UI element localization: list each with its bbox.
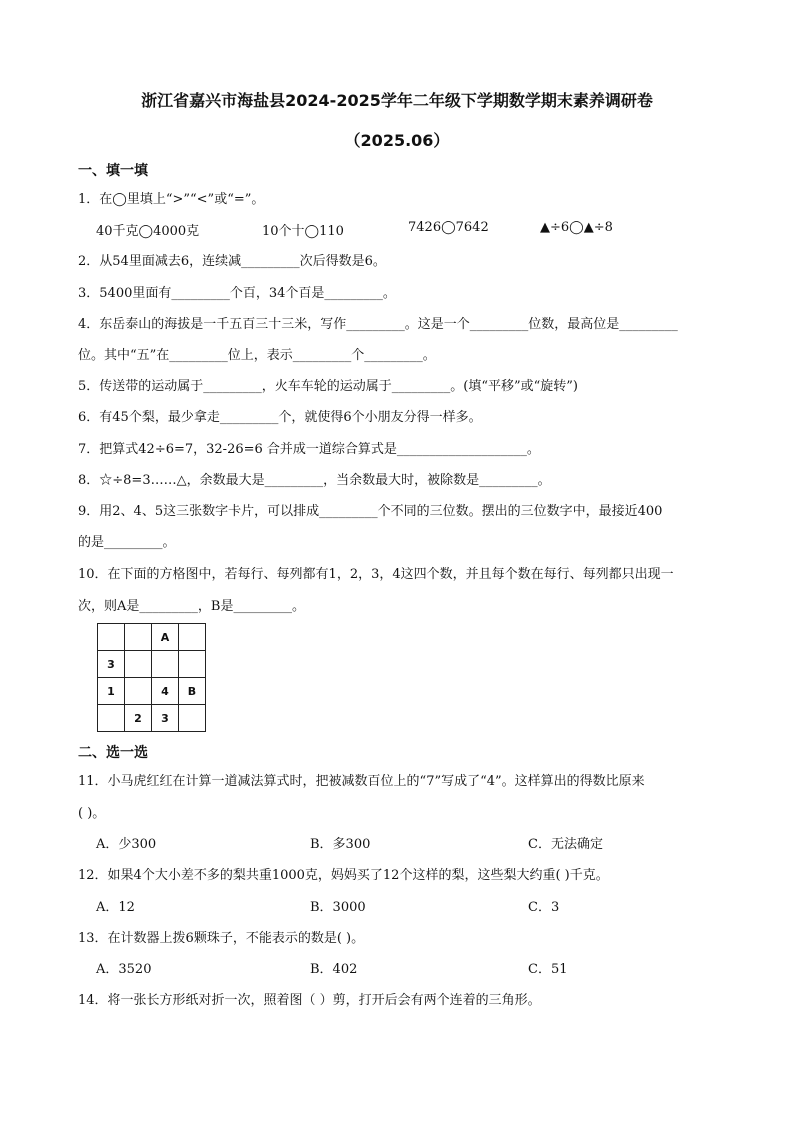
q11-option-c: C．无法确定 (528, 837, 603, 852)
number-grid (97, 623, 206, 732)
page-title: 浙江省嘉兴市海盐县2024-2025学年二年级下学期数学期末素养调研卷 (141, 91, 653, 110)
grid-cell (152, 651, 179, 678)
question-9-line-2: 的是_________。 (78, 535, 176, 550)
grid-cell: 2 (125, 705, 152, 732)
q13-option-a: A．3520 (96, 962, 152, 977)
question-9-line-1: 9．用2、4、5这三张数字卡片，可以排成_________个不同的三位数。摆出的三位数字中，最接近400 (78, 504, 663, 519)
question-6: 6．有45个梨，最少拿走_________个，就使得6个小朋友分得一样多。 (78, 410, 482, 425)
question-7: 7．把算式42÷6=7，32-26=6 合并成一道综合算式是____________________。 (78, 442, 540, 457)
question-8: 8．☆÷8=3……△，余数最大是_________，当余数最大时，被除数是_________。 (78, 473, 551, 488)
q13-option-b: B．402 (310, 962, 358, 977)
section-multiple-choice: 二、选一选 (78, 745, 148, 761)
question-11-line-1: 11．小马虎红红在计算一道减法算式时，把被减数百位上的“7”写成了“4”。这样算出的得数比原来 (78, 774, 645, 789)
grid-cell: 1 (98, 678, 125, 705)
q11-option-a: A．少300 (96, 837, 157, 852)
question-4-line-1: 4．东岳泰山的海拔是一千五百三十三米，写作_________。这是一个_________位数，最高位是_________ (78, 317, 678, 332)
question-13: 13．在计数器上拨6颗珠子，不能表示的数是( )。 (78, 931, 365, 946)
grid-cell (179, 651, 206, 678)
q13-option-c: C．51 (528, 962, 568, 977)
grid-cell (98, 705, 125, 732)
q12-option-b: B．3000 (310, 900, 366, 915)
question-2: 2．从54里面减去6，连续减_________次后得数是6。 (78, 254, 386, 269)
grid-cell (98, 624, 125, 651)
question-5: 5．传送带的运动属于_________，火车车轮的运动属于_________。(填“平移”或“旋转”) (78, 379, 578, 394)
grid-row (98, 624, 206, 651)
grid-cell: A (152, 624, 179, 651)
q11-option-b: B．多300 (310, 837, 371, 852)
question-10-line-1: 10．在下面的方格图中，若每行、每列都有1，2，3，4这四个数，并且每个数在每行、每列都只出现一 (78, 567, 674, 582)
grid-cell (125, 624, 152, 651)
q1-item-4: ▲÷6◯▲÷8 (540, 220, 613, 235)
question-11-line-2: ( )。 (78, 806, 106, 821)
q1-item-2: 10个十◯110 (262, 224, 344, 239)
grid-cell: B (179, 678, 206, 705)
question-10-line-2: 次，则A是_________，B是_________。 (78, 599, 305, 614)
q12-option-c: C．3 (528, 900, 560, 915)
section-fill-in: 一、填一填 (78, 163, 148, 179)
question-14: 14．将一张长方形纸对折一次，照着图（ ）剪，打开后会有两个连着的三角形。 (78, 993, 541, 1008)
grid-cell: 3 (152, 705, 179, 732)
grid-cell (125, 678, 152, 705)
grid-cell: 4 (152, 678, 179, 705)
grid-cell (179, 705, 206, 732)
grid-row (98, 678, 206, 705)
q1-item-3: 7426◯7642 (408, 220, 489, 235)
page-subtitle: （2025.06） (344, 131, 450, 150)
question-3: 3．5400里面有_________个百，34个百是_________。 (78, 286, 396, 301)
grid-cell (179, 624, 206, 651)
q1-item-1: 40千克◯4000克 (96, 224, 200, 239)
grid-row (98, 705, 206, 732)
q12-option-a: A．12 (96, 900, 135, 915)
grid-row (98, 651, 206, 678)
question-12: 12．如果4个大小差不多的梨共重1000克，妈妈买了12个这样的梨，这些梨大约重( )千克。 (78, 868, 609, 883)
grid-cell (125, 651, 152, 678)
question-4-line-2: 位。其中“五”在_________位上，表示_________个_________。 (78, 348, 436, 363)
grid-cell: 3 (98, 651, 125, 678)
question-1: 1．在◯里填上“>”“<”或“=”。 (78, 192, 265, 207)
